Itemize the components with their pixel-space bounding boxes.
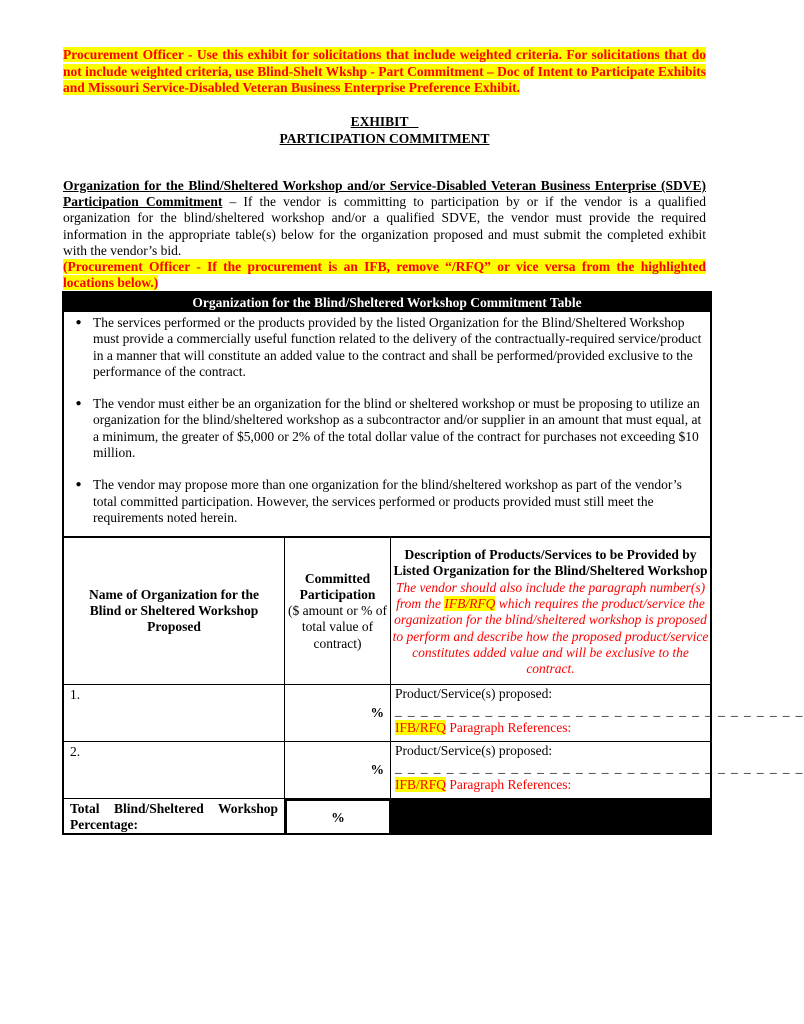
product-entry-line: _ _ _ _ _ _ _ _ _ _ _ _ _ _ _ _ _ _ _ _ _ _ _ _ _ _ _ _ _ _ _ _ [395, 759, 804, 775]
header-description [391, 538, 710, 685]
table-header-row [64, 538, 710, 685]
header-committed-label: Committed Participation [299, 570, 376, 602]
bullet-icon: ● [75, 479, 82, 491]
participation-title: PARTICIPATION COMMITMENT [279, 130, 490, 146]
notice-text: Procurement Officer - Use this exhibit for solicitations that include weighted criteria. For solicitations that do not include weighted criteria, use Blind-Shelt Wkshp - Part Commitment – Doc of Intent to Participate Exhibits and Missouri Service-Disabled Veteran Business Enterprise Preference Exhibit. [63, 47, 706, 95]
paragraph-references: IFB/RFQ Paragraph References: [395, 719, 572, 735]
procurement-officer-notice [63, 47, 706, 97]
product-description-field[interactable] [391, 742, 804, 799]
procurement-note [63, 259, 706, 291]
procurement-note-text: (Procurement Officer - If the procurement is an IFB, remove “/RFQ” or vice versa from the highlighted locations below.) [63, 259, 706, 291]
organization-name-field[interactable]: 1. [64, 685, 285, 742]
document-titles [63, 114, 706, 147]
total-percentage-field[interactable]: % [285, 799, 391, 835]
requirement-text: The services performed or the products provided by the listed Organization for the Blind/Sheltered Workshop must provide a commercially useful function related to the delivery of the contractually-required service/product in a manner that will constitute an added value to the contract and shall be performed/provided exclusive to the performance of the contract. [93, 315, 702, 379]
header-organization-name: Name of Organization for the Blind or Sheltered Workshop Proposed [64, 538, 285, 685]
intro-lead: Organization for the Blind/Sheltered Workshop and/or Service-Disabled Veteran Business Enterprise (SDVE) Participation Commitment [63, 178, 706, 210]
header-description-label: Description of Products/Services to be Provided by Listed Organization for the Blind/Sheltered Workshop [393, 547, 708, 579]
commitment-table [62, 291, 804, 835]
organization-name-field[interactable]: 2. [64, 742, 285, 799]
paragraph-references: IFB/RFQ Paragraph References: [395, 776, 572, 792]
table-total-row [64, 799, 710, 833]
bullet-icon: ● [75, 398, 82, 410]
header-committed-participation [285, 538, 391, 685]
requirement-item [64, 477, 710, 526]
requirement-text: The vendor must either be an organization for the blind or sheltered workshop or must be proposing to utilize an organization for the blind/sheltered workshop as a subcontractor and/or supplier in an amount that must equal, at a minimum, the greater of $5,000 or 2% of the total dollar value of the contract for purchases not exceeding $10 million. [93, 396, 702, 461]
table-title: Organization for the Blind/Sheltered Workshop Commitment Table [64, 293, 710, 312]
product-entry-line: _ _ _ _ _ _ _ _ _ _ _ _ _ _ _ _ _ _ _ _ _ _ _ _ _ _ _ _ _ _ _ _ [395, 702, 804, 718]
requirement-item [64, 315, 710, 380]
product-label: Product/Service(s) proposed: [395, 743, 553, 759]
intro-body: – If the vendor is committing to participation by or if the vendor is a qualified organization for the blind/sheltered workshop and/or a qualified SDVE, the vendor must provide the required information in the appropriate table(s) below for the organization proposed and must submit the completed exhibit with the vendor’s bid. [63, 194, 706, 258]
requirements-list [64, 312, 710, 538]
bullet-icon: ● [75, 317, 82, 328]
total-label: Total Blind/Sheltered Workshop Percentage: [64, 799, 285, 835]
product-label: Product/Service(s) proposed: [395, 686, 553, 702]
product-description-field[interactable] [391, 685, 804, 742]
exhibit-title: EXHIBIT _ [350, 114, 419, 129]
participation-field[interactable]: % [285, 742, 391, 799]
intro-paragraph [63, 178, 706, 259]
requirement-item [64, 396, 710, 461]
requirement-text: The vendor may propose more than one organization for the blind/sheltered workshop as part of the vendor’s total committed participation. However, the services performed or products provided must still meet the requirements noted herein. [93, 477, 682, 525]
table-row [64, 685, 804, 742]
table-row [64, 742, 804, 799]
header-committed-note: ($ amount or % of total value of contract) [288, 603, 387, 651]
header-description-note: The vendor should also include the paragraph number(s) from the IFB/RFQ which requires the product/service the organization for the blind/sheltered workshop is proposed to perform and describe how the proposed product/service constitutes added value and will be exclusive to the contract. [392, 579, 709, 677]
total-blacked-out-cell [391, 799, 710, 835]
participation-field[interactable]: % [285, 685, 391, 742]
